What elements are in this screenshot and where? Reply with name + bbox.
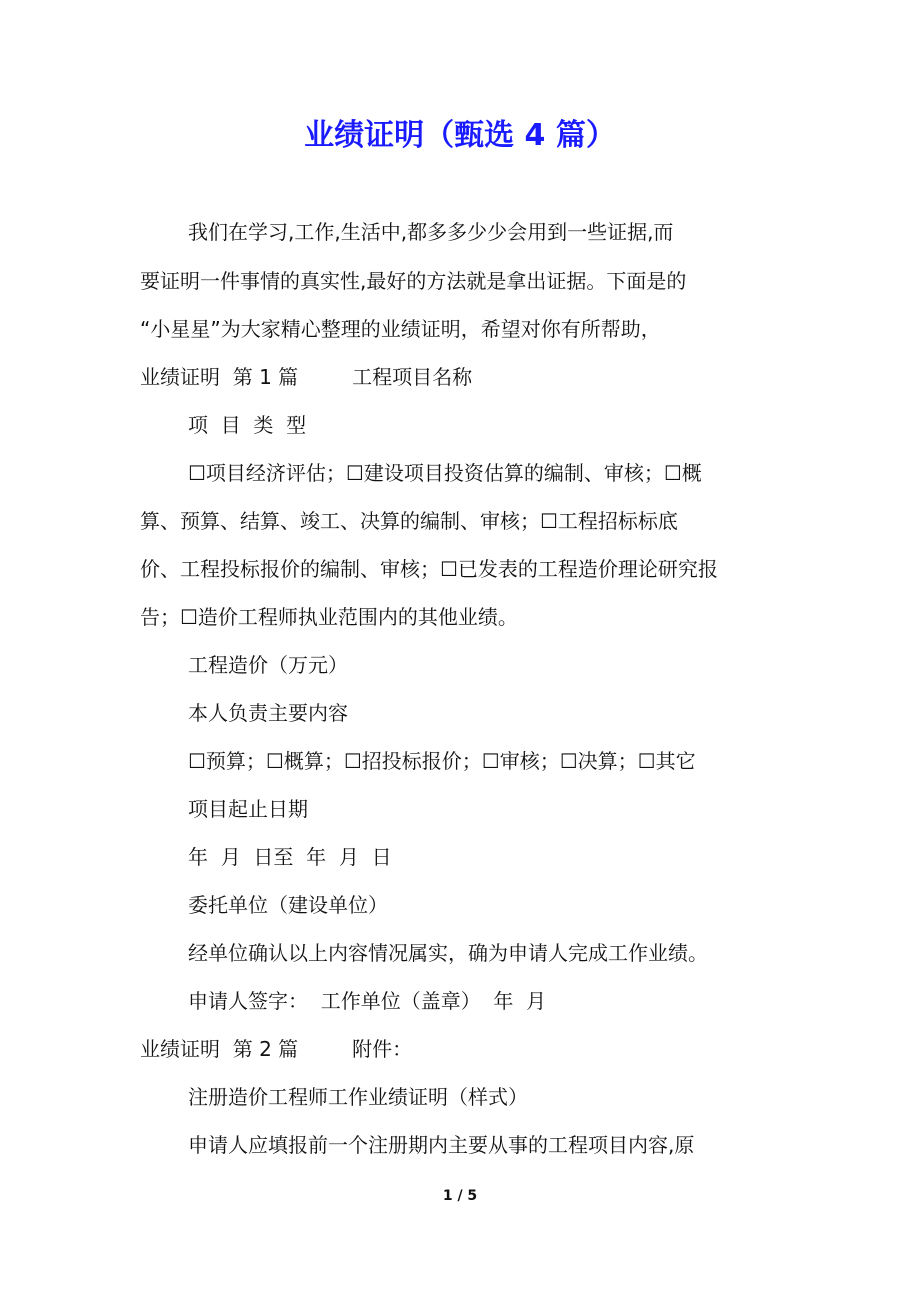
dates-value: 年 月 日至 年 月 日 bbox=[188, 845, 392, 869]
section2-text: 申请人应填报前一个注册期内主要从事的工程项目内容,原 bbox=[188, 1133, 695, 1157]
form-title: 注册造价工程师工作业绩证明（样式） bbox=[188, 1085, 528, 1109]
intro-line-2: 要证明一件事情的真实性,最好的方法就是拿出证据。下面是的 bbox=[140, 269, 687, 293]
responsibility-label: 本人负责主要内容 bbox=[188, 701, 348, 725]
project-type-label: 项 目 类 型 bbox=[188, 413, 307, 437]
type-options-line-2: 算、预算、结算、竣工、决算的编制、审核；☐工程招标标底 bbox=[140, 509, 678, 533]
section1-heading: 业绩证明 第 1 篇 bbox=[140, 365, 299, 389]
type-options-line-3: 价、工程投标报价的编制、审核；☐已发表的工程造价理论研究报 bbox=[140, 557, 718, 581]
responsibility-options: ☐预算；☐概算；☐招投标报价；☐审核；☐决算；☐其它 bbox=[188, 749, 696, 773]
signature-line: 申请人签字： 工作单位（盖章） 年 月 bbox=[188, 989, 547, 1013]
intro-line-3: “小星星”为大家精心整理的业绩证明，希望对你有所帮助， bbox=[140, 317, 661, 341]
section1-heading-line bbox=[0, 361, 920, 393]
section2-heading: 业绩证明 第 2 篇 bbox=[140, 1037, 299, 1061]
section2-heading-line bbox=[0, 1033, 920, 1065]
dates-label: 项目起止日期 bbox=[188, 797, 308, 821]
page-number: 1 / 5 bbox=[442, 1188, 478, 1204]
confirmation-text: 经单位确认以上内容情况属实，确为申请人完成工作业绩。 bbox=[188, 941, 708, 965]
type-options-line-4: 告；☐造价工程师执业范围内的其他业绩。 bbox=[140, 605, 518, 629]
client-label: 委托单位（建设单位） bbox=[188, 893, 388, 917]
intro-line-1: 我们在学习,工作,生活中,都多多少少会用到一些证据,而 bbox=[188, 220, 674, 244]
section1-heading-tail: 工程项目名称 bbox=[352, 365, 473, 389]
section2-heading-tail: 附件： bbox=[352, 1037, 413, 1061]
document-title: 业绩证明（甄选 4 篇） bbox=[304, 118, 616, 153]
type-options-line-1: ☐项目经济评估；☐建设项目投资估算的编制、审核；☐概 bbox=[188, 461, 702, 485]
cost-label: 工程造价（万元） bbox=[188, 653, 348, 677]
